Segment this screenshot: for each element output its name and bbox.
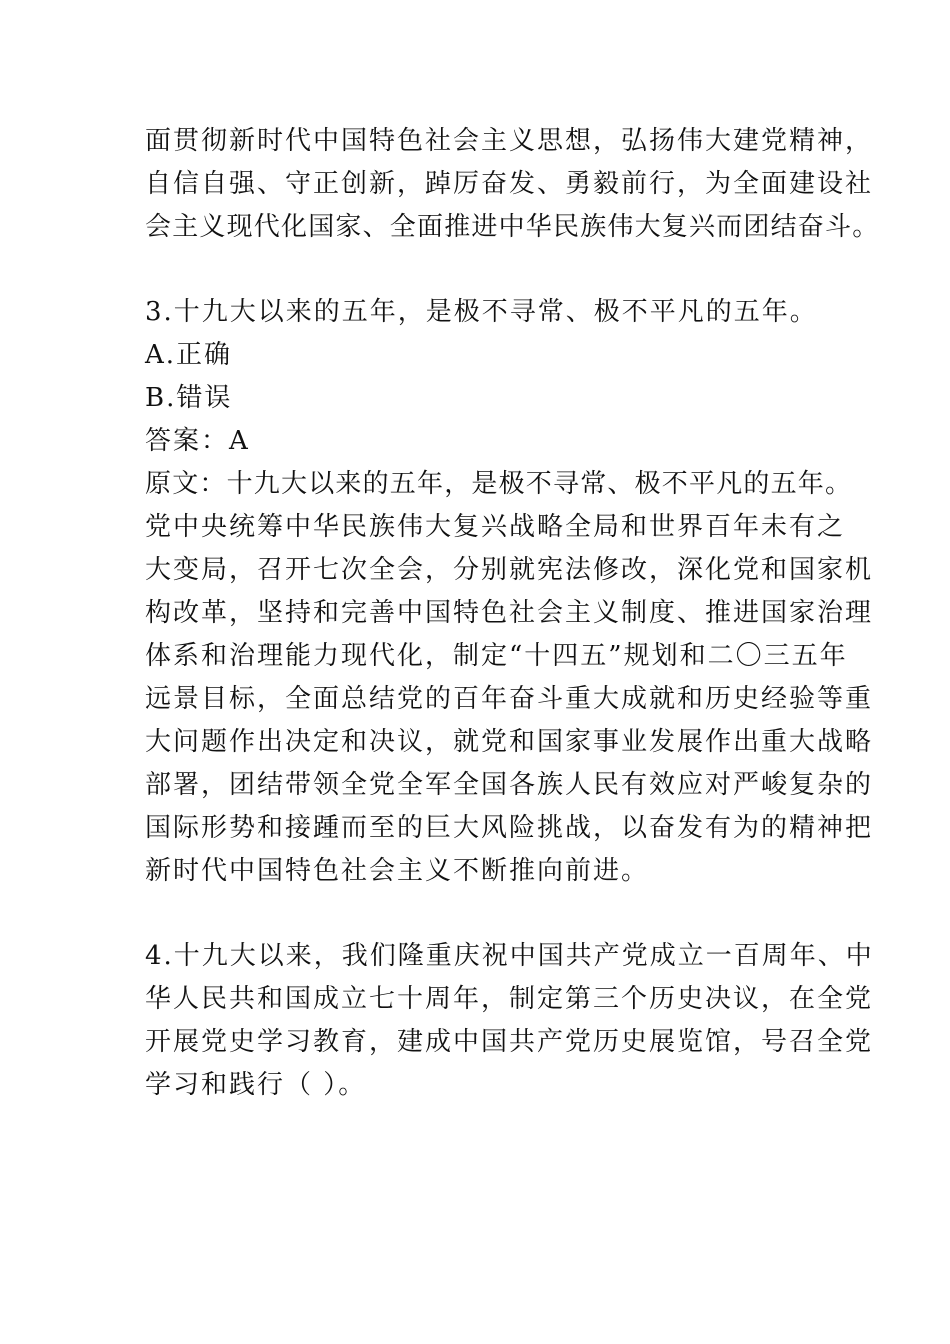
source-text-line: 国际形势和接踵而至的巨大风险挑战，以奋发有为的精神把 [145,813,874,843]
source-text-line: 大问题作出决定和决议，就党和国家事业发展作出重大战略 [145,727,874,757]
option-b: B.错误 [145,383,233,413]
source-text-line: 党中央统筹中华民族伟大复兴战略全局和世界百年未有之 [145,512,846,542]
answer-line: 答案：A [145,426,250,456]
paragraph-gap [145,249,810,291]
intro-line: 面贯彻新时代中国特色社会主义思想，弘扬伟大建党精神， [145,126,874,156]
question-4-line: 4.十九大以来，我们隆重庆祝中国共产党成立一百周年、中 [145,941,874,971]
source-text-line: 构改革，坚持和完善中国特色社会主义制度、推进国家治理 [145,598,874,628]
question-4-line: 华人民共和国成立七十周年，制定第三个历史决议，在全党 [145,984,874,1014]
question-4 [145,935,874,1107]
intro-line: 自信自强、守正创新，踔厉奋发、勇毅前行，为全面建设社 [145,169,874,199]
document-page [145,120,880,1107]
source-text-line: 体系和治理能力现代化，制定“十四五”规划和二〇三五年 [145,641,848,671]
option-a: A.正确 [145,340,233,370]
intro-paragraph [145,120,880,249]
source-text-line: 原文：十九大以来的五年，是极不寻常、极不平凡的五年。 [145,469,853,499]
source-text-line: 远景目标，全面总结党的百年奋斗重大成就和历史经验等重 [145,684,874,714]
paragraph-gap [145,893,810,935]
source-text-line: 新时代中国特色社会主义不断推向前进。 [145,856,650,886]
source-text-line: 大变局，召开七次全会，分别就宪法修改，深化党和国家机 [145,555,874,585]
question-4-line: 学习和践行（ ）。 [145,1070,367,1100]
question-3 [145,291,874,893]
source-text-line: 部署，团结带领全党全军全国各族人民有效应对严峻复杂的 [145,770,874,800]
question-4-line: 开展党史学习教育，建成中国共产党历史展览馆，号召全党 [145,1027,874,1057]
question-3-stem: 3.十九大以来的五年，是极不寻常、极不平凡的五年。 [145,297,818,327]
intro-line: 会主义现代化国家、全面推进中华民族伟大复兴而团结奋斗。 [145,212,880,242]
